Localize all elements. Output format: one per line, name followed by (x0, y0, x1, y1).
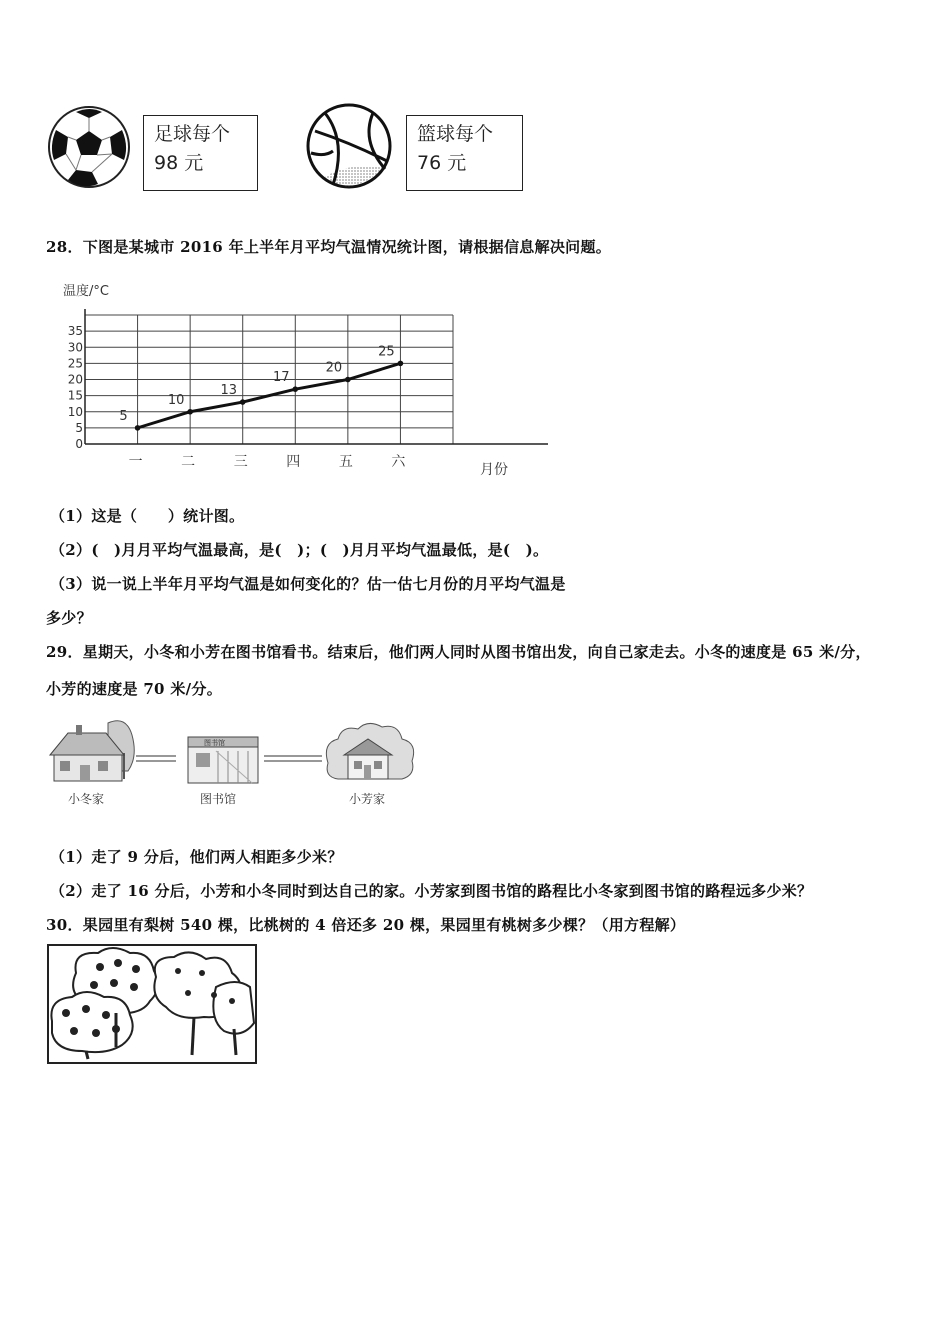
chart-series (119, 344, 403, 430)
x-tick-label: 一 (128, 454, 143, 470)
data-point (345, 377, 351, 383)
x-tick-labels (129, 454, 407, 470)
data-label: 13 (220, 383, 237, 399)
y-tick-label: 25 (67, 356, 83, 371)
x-tick-label: 六 (391, 454, 406, 470)
temperature-line-chart (55, 278, 555, 483)
orchard-image (46, 943, 258, 1065)
xiaodong-house-caption: 小冬家 (68, 792, 105, 806)
x-tick-label: 四 (286, 454, 301, 470)
basketball-price-line1: 篮球每个 (417, 123, 494, 145)
data-label: 17 (273, 370, 290, 386)
q29-sub2: （2）走了 16 分后，小芳和小冬同时到达自己的家。小芳家到图书馆的路程比小冬家到图书馆的路程远多少米？ (50, 882, 813, 900)
x-axis-label: 月份 (480, 462, 508, 478)
xiaofang-house-image (326, 723, 413, 779)
basketball-image (303, 101, 395, 191)
library-sign: 图书馆 (204, 739, 225, 747)
data-point (292, 386, 298, 392)
y-tick-label: 20 (67, 372, 83, 387)
x-tick-label: 五 (338, 454, 353, 470)
data-label: 25 (378, 344, 395, 360)
football-price-line1: 足球每个 (154, 123, 231, 145)
data-point (135, 425, 141, 431)
y-tick-label: 10 (67, 404, 83, 419)
x-tick-label: 三 (233, 454, 248, 470)
y-axis-label: 温度/°C (63, 284, 109, 299)
q28-title: 28．下图是某城市 2016 年上半年月平均气温情况统计图，请根据信息解决问题。 (46, 238, 612, 256)
football-image (46, 104, 134, 190)
q28-sub1: （1）这是（ ）统计图。 (50, 507, 245, 525)
y-tick-labels (68, 324, 83, 451)
y-tick-label: 35 (67, 324, 83, 339)
library-caption: 图书馆 (200, 792, 237, 806)
q29-title-line2: 小芳的速度是 70 米/分。 (46, 680, 222, 698)
chart-grid (85, 315, 453, 444)
data-label: 20 (325, 360, 343, 376)
basketball-price-box (406, 115, 523, 191)
data-point (187, 409, 193, 415)
basketball-price-line2: 76 元 (417, 152, 467, 174)
xiaodong-house-image (50, 721, 134, 781)
y-tick-label: 5 (75, 420, 83, 435)
route-illustration (46, 713, 421, 813)
library-image (188, 737, 258, 783)
xiaofang-house-caption: 小芳家 (349, 792, 386, 806)
y-tick-label: 30 (67, 340, 83, 355)
q28-sub2: （2）( )月月平均气温最高，是( )；( )月月平均气温最低，是( )。 (50, 541, 549, 559)
x-tick-label: 二 (181, 454, 196, 470)
data-point (398, 361, 404, 367)
data-point (240, 399, 246, 405)
q28-sub3-line1: （3）说一说上半年月平均气温是如何变化的？估一估七月份的月平均气温是 (50, 575, 566, 593)
y-tick-label: 15 (67, 388, 83, 403)
y-tick-label: 0 (75, 437, 83, 451)
q30-title: 30．果园里有梨树 540 棵，比桃树的 4 倍还多 20 棵，果园里有桃树多少棵？（用方程解） (46, 916, 686, 934)
football-price-line2: 98 元 (154, 152, 204, 174)
data-label: 5 (119, 408, 128, 424)
q28-sub3-line2: 多少？ (46, 609, 92, 627)
data-label: 10 (167, 392, 185, 408)
football-price-box (143, 115, 258, 191)
q29-title-line1: 29．星期天，小冬和小芳在图书馆看书。结束后，他们两人同时从图书馆出发，向自己家走去。小冬的速度是 65 米/分， (46, 643, 871, 661)
q29-sub1: （1）走了 9 分后，他们两人相距多少米？ (50, 848, 343, 866)
